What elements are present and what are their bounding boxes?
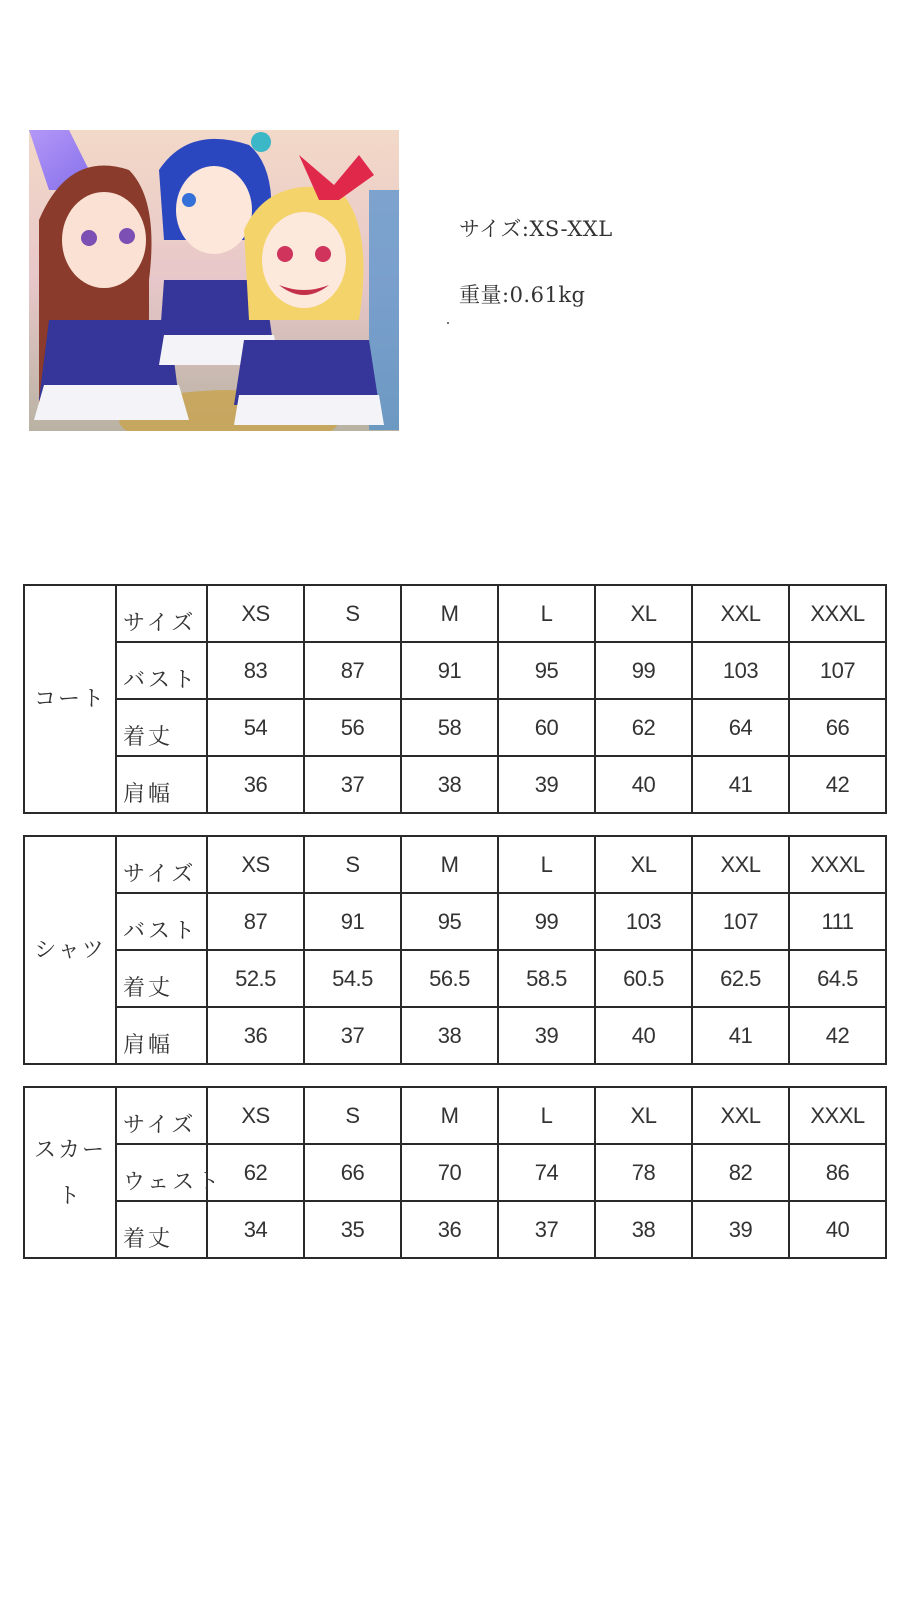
table-cell: XXXL [789, 836, 886, 893]
table-cell: 64.5 [789, 950, 886, 1007]
table-cell: 66 [789, 699, 886, 756]
table-cell: S [304, 585, 401, 642]
table-cell: 39 [692, 1201, 789, 1258]
table-cell: L [498, 836, 595, 893]
stray-dot [447, 322, 449, 324]
table-cell: 34 [207, 1201, 304, 1258]
table-cell: 58.5 [498, 950, 595, 1007]
table-cell: XS [207, 1087, 304, 1144]
table-cell: 95 [498, 642, 595, 699]
table-cell: 62 [207, 1144, 304, 1201]
row-label: 着丈 [116, 1201, 207, 1258]
table-cell: M [401, 836, 498, 893]
row-label: バスト [116, 893, 207, 950]
table-cell: 87 [207, 893, 304, 950]
table-cell: 37 [304, 1007, 401, 1064]
table-cell: 37 [304, 756, 401, 813]
coat-size-table [23, 584, 887, 814]
table-cell: 74 [498, 1144, 595, 1201]
row-label: 着丈 [116, 699, 207, 756]
table-cell: 66 [304, 1144, 401, 1201]
table-cell: 40 [789, 1201, 886, 1258]
table-cell: S [304, 836, 401, 893]
table-cell: 39 [498, 756, 595, 813]
table-cell: XL [595, 1087, 692, 1144]
table-cell: 95 [401, 893, 498, 950]
table-cell: 78 [595, 1144, 692, 1201]
row-label: サイズ [116, 585, 207, 642]
table-cell: M [401, 1087, 498, 1144]
table-cell: 36 [207, 756, 304, 813]
row-label: サイズ [116, 836, 207, 893]
table-cell: XS [207, 585, 304, 642]
table-cell: 60.5 [595, 950, 692, 1007]
table-cell: XXL [692, 585, 789, 642]
table-cell: 41 [692, 1007, 789, 1064]
table-row [24, 950, 886, 1007]
table-row [24, 642, 886, 699]
table-cell: S [304, 1087, 401, 1144]
row-label: 肩幅 [116, 756, 207, 813]
table-cell: 38 [401, 756, 498, 813]
section-title: コート [24, 585, 116, 813]
table-row [24, 893, 886, 950]
table-cell: 36 [207, 1007, 304, 1064]
row-label: サイズ [116, 1087, 207, 1144]
table-cell: 64 [692, 699, 789, 756]
table-cell: L [498, 585, 595, 642]
table-cell: 107 [789, 642, 886, 699]
table-row [24, 1087, 886, 1144]
table-cell: XL [595, 585, 692, 642]
table-cell: XXL [692, 836, 789, 893]
table-cell: 40 [595, 1007, 692, 1064]
table-cell: 86 [789, 1144, 886, 1201]
table-cell: 52.5 [207, 950, 304, 1007]
section-title: シャツ [24, 836, 116, 1064]
shirt-size-table [23, 835, 887, 1065]
table-cell: 38 [401, 1007, 498, 1064]
table-cell: XXL [692, 1087, 789, 1144]
table-cell: 56.5 [401, 950, 498, 1007]
table-cell: 62 [595, 699, 692, 756]
table-cell: 38 [595, 1201, 692, 1258]
table-cell: 36 [401, 1201, 498, 1258]
table-cell: 54 [207, 699, 304, 756]
table-cell: M [401, 585, 498, 642]
table-cell: 87 [304, 642, 401, 699]
table-cell: 70 [401, 1144, 498, 1201]
table-cell: 54.5 [304, 950, 401, 1007]
table-cell: XXXL [789, 585, 886, 642]
table-cell: 37 [498, 1201, 595, 1258]
table-row [24, 699, 886, 756]
product-illustration [29, 130, 399, 431]
table-cell: 103 [595, 893, 692, 950]
table-cell: 103 [692, 642, 789, 699]
table-cell: XL [595, 836, 692, 893]
table-row [24, 1201, 886, 1258]
table-cell: 35 [304, 1201, 401, 1258]
table-cell: 107 [692, 893, 789, 950]
table-cell: 58 [401, 699, 498, 756]
table-cell: XXXL [789, 1087, 886, 1144]
table-cell: 60 [498, 699, 595, 756]
table-cell: 62.5 [692, 950, 789, 1007]
row-label: 着丈 [116, 950, 207, 1007]
row-label: 肩幅 [116, 1007, 207, 1064]
weight-text: 重量:0.61kg [459, 283, 586, 307]
table-cell: 40 [595, 756, 692, 813]
table-cell: 83 [207, 642, 304, 699]
table-cell: 39 [498, 1007, 595, 1064]
table-row [24, 585, 886, 642]
table-cell: 82 [692, 1144, 789, 1201]
row-label: ウェスト [116, 1144, 207, 1201]
table-cell: 56 [304, 699, 401, 756]
table-cell: 42 [789, 1007, 886, 1064]
table-cell: XS [207, 836, 304, 893]
table-row [24, 1007, 886, 1064]
table-cell: 91 [401, 642, 498, 699]
table-row [24, 1144, 886, 1201]
section-title: スカート [24, 1087, 116, 1258]
table-cell: L [498, 1087, 595, 1144]
table-row [24, 836, 886, 893]
size-range-text: サイズ:XS-XXL [459, 217, 613, 241]
table-cell: 91 [304, 893, 401, 950]
skirt-size-table [23, 1086, 887, 1259]
row-label: バスト [116, 642, 207, 699]
table-cell: 42 [789, 756, 886, 813]
table-cell: 99 [595, 642, 692, 699]
table-cell: 41 [692, 756, 789, 813]
table-cell: 99 [498, 893, 595, 950]
table-row [24, 756, 886, 813]
table-cell: 111 [789, 893, 886, 950]
